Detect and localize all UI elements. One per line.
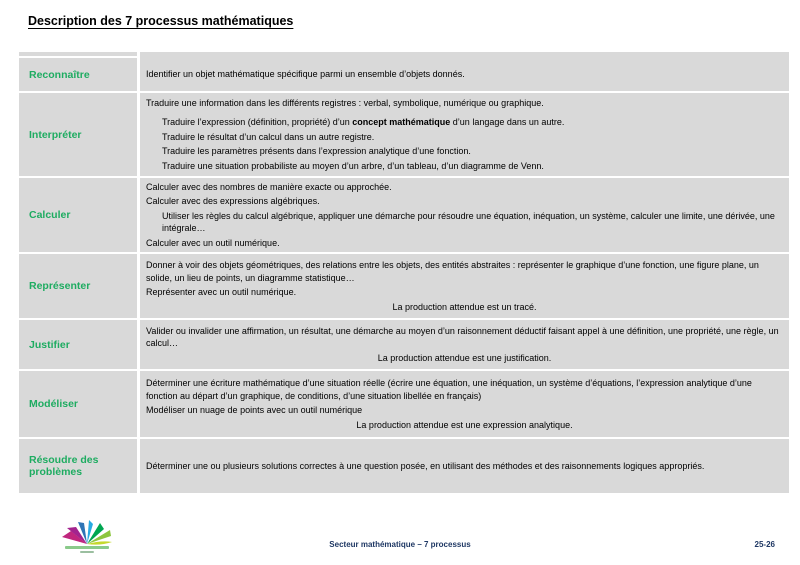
description-line: Traduire une information dans les différents registres : verbal, symbolique, numérique ou graphique. — [146, 97, 544, 108]
description-line: Modéliser un nuage de points avec un outil numérique — [146, 405, 363, 415]
process-name: Représenter — [19, 254, 137, 318]
description-line: Calculer avec un outil numérique. — [146, 237, 280, 248]
logo-subcaption-line — [80, 551, 94, 553]
process-name: Justifier — [19, 320, 137, 369]
description-line: Déterminer une écriture mathématique d’une situation réelle (écrire une équation, une inéquation, un système d’équations, l’expression analytique d’une fonction au départ d’un graphique, de conditions, d’une situation libellée en français) — [146, 378, 752, 401]
table-row — [19, 58, 789, 91]
process-description — [140, 93, 789, 176]
description-line: Déterminer une ou plusieurs solutions correctes à une question posée, en utilisant des méthodes et des raisonnements logiques appropriés. — [146, 460, 705, 471]
process-name: Résoudre des problèmes — [19, 439, 137, 493]
table-top-border — [19, 52, 789, 56]
footer-title: Secteur mathématique – 7 processus — [329, 540, 471, 549]
description-line: Valider ou invalider une affirmation, un résultat, une démarche au moyen d’un raisonnement déductif faisant appel à une définition, une propriété, une règle, un calcul… — [146, 325, 779, 349]
process-description — [140, 320, 789, 369]
description-line: Calculer avec des nombres de manière exacte ou approchée. — [146, 181, 392, 192]
table-row — [19, 254, 789, 318]
process-name: Calculer — [19, 178, 137, 252]
description-line: Traduire une situation probabiliste au moyen d’un arbre, d’un tableau, d’un diagramme de Venn. — [162, 160, 544, 171]
process-description — [140, 371, 789, 437]
process-description — [140, 58, 789, 91]
emphasized-term: concept mathématique — [352, 117, 451, 128]
description-line: Représenter avec un outil numérique. — [146, 287, 297, 297]
table-row — [19, 320, 789, 369]
school-logo — [58, 520, 116, 558]
page-number: 25-26 — [754, 540, 775, 549]
page-footer — [0, 518, 800, 558]
table-rows — [19, 58, 789, 493]
description-line: Traduire les paramètres présents dans l’expression analytique d’une fonction. — [162, 146, 471, 157]
text-segment: d’un langage dans un autre. — [450, 117, 565, 128]
process-name: Modéliser — [19, 371, 137, 437]
process-name: Interpréter — [19, 93, 137, 176]
description-line: Donner à voir des objets géométriques, des relations entre les objets, des entités abstraites : représenter le graphique d’une fonction, une figure plane, un solide, un lieu de points, un diagramme statistique… — [146, 260, 759, 283]
description-line: Identifier un objet mathématique spécifique parmi un ensemble d’objets donnés. — [146, 69, 465, 80]
description-line — [146, 116, 783, 129]
page-title: Description des 7 processus mathématiques — [28, 14, 294, 28]
process-description — [140, 439, 789, 493]
description-line: La production attendue est un tracé. — [392, 301, 537, 312]
description-line: Traduire le résultat d’un calcul dans un autre registre. — [162, 131, 375, 142]
table-top-border-left — [19, 52, 137, 56]
description-line: Calculer avec des expressions algébriques. — [146, 196, 320, 207]
process-description — [140, 178, 789, 252]
table-row — [19, 178, 789, 252]
process-name: Reconnaître — [19, 58, 137, 91]
description-line: La production attendue est une expression analytique. — [356, 419, 573, 430]
table-row — [19, 439, 789, 493]
table-row — [19, 371, 789, 437]
table-row — [19, 93, 789, 176]
text-segment: Traduire l’expression (définition, propriété) d’un — [162, 117, 353, 128]
process-table — [19, 52, 789, 495]
description-line: Utiliser les règles du calcul algébrique, appliquer une démarche pour résoudre une équation, inéquation, un système, calculer une limite, une dérivée, une intégrale… — [162, 210, 775, 234]
description-line: La production attendue est une justification. — [377, 352, 552, 363]
process-description — [140, 254, 789, 318]
